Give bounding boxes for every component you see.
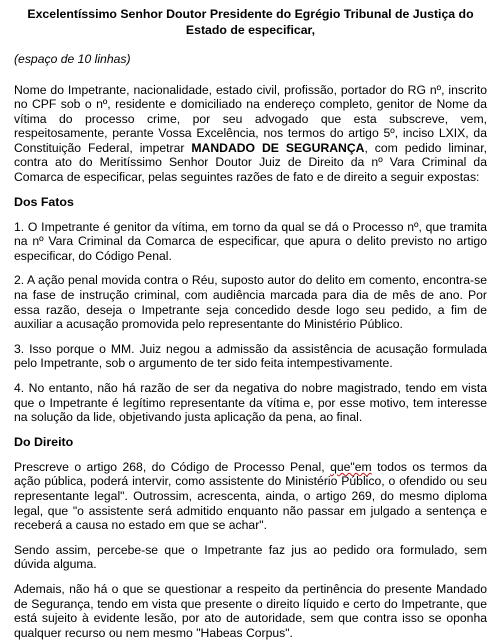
intro-paragraph [14,83,487,185]
law-heading: Do Direito [14,434,74,449]
facts-paragraph-2: 2. A ação penal movida contra o Réu, suposto autor do delito em comento, encontra-se na fase de instrução criminal, com audiência marcada para dia de mês de ano. Por essa razão, deseja o Impetrante seja concedido desde logo seu pedido, a fim de auxiliar a acusação promovida pelo representante do Ministério Público. [14,273,487,332]
document-title: Excelentíssimo Senhor Doutor Presidente do Egrégio Tribunal de Justiça do Estado de especificar, [27,7,474,37]
spellcheck-flagged-word: que"em [330,459,372,474]
law-p1-before: Prescreve o artigo 268, do Código de Processo Penal, [14,459,331,474]
facts-paragraph-3: 3. Isso porque o MM. Juiz negou a admissão da assistência de acusação formulada pelo Impetrante, sob o argumento de ter sido feita intempestivamente. [14,341,487,371]
facts-paragraph-4: 4. No entanto, não há razão de ser da negativa do nobre magistrado, tendo em vista que o Impetrante é legítimo representante da vítima e, por esse motivo, tem interesse na solução da lide, objetivando justa aplicação da pena, ao final. [14,381,487,425]
facts-heading: Dos Fatos [14,194,74,209]
law-paragraph-3: Ademais, não há o que se questionar a respeito da pertinência do presente Mandado de Segurança, tendo em vista que presente o direito líquido e certo do Impetrante, que está sujeito à evidente lesão, por ato de autoridade, sem que contra isso se oponha qualquer recurso ou nem mesmo "Habeas Corpus". [14,581,487,640]
spacing-note: (espaço de 10 linhas) [14,52,131,66]
law-paragraph-1 [14,460,487,533]
law-p1-after: todos os termos da ação pública, poderá intervir, como assistente do Ministério Público, o ofendido ou seu representante legal". Outrossim, acrescenta, ainda, o artigo 269, do mesmo diploma legal, que "o assistente será admitido enquanto não passar em julgado a sentença e receberá a causa no estado em que se achar". [14,459,487,533]
intro-text-after: , com pedido liminar, contra ato do Meritíssimo Senhor Doutor Juiz de Direito da nº Vara Criminal da Comarca de especificar, pelas seguintes razões de fato e de direito a seguir expostas: [14,140,487,185]
facts-paragraph-1: 1. O Impetrante é genitor da vítima, em torno da qual se dá o Processo nº, que tramita na nº Vara Criminal da Comarca de especificar, que apura o delito previsto no artigo especificar, do Código Penal. [14,219,487,263]
intro-bold-term: MANDADO DE SEGURANÇA [191,140,365,155]
law-paragraph-2: Sendo assim, percebe-se que o Impetrante faz jus ao pedido ora formulado, sem dúvida alguma. [14,542,487,572]
intro-text-before: Nome do Impetrante, nacionalidade, estado civil, profissão, portador do RG nº, inscrito no CPF sob o nº, residente e domiciliado na endereço completo, genitor de Nome da vítima do processo crime, por seu advogado que esta subscreve, vem, respeitosamente, perante Vossa Excelência, nos termos do artigo 5º, inciso LXIX, da Constituição Federal, impetrar [14,82,487,155]
